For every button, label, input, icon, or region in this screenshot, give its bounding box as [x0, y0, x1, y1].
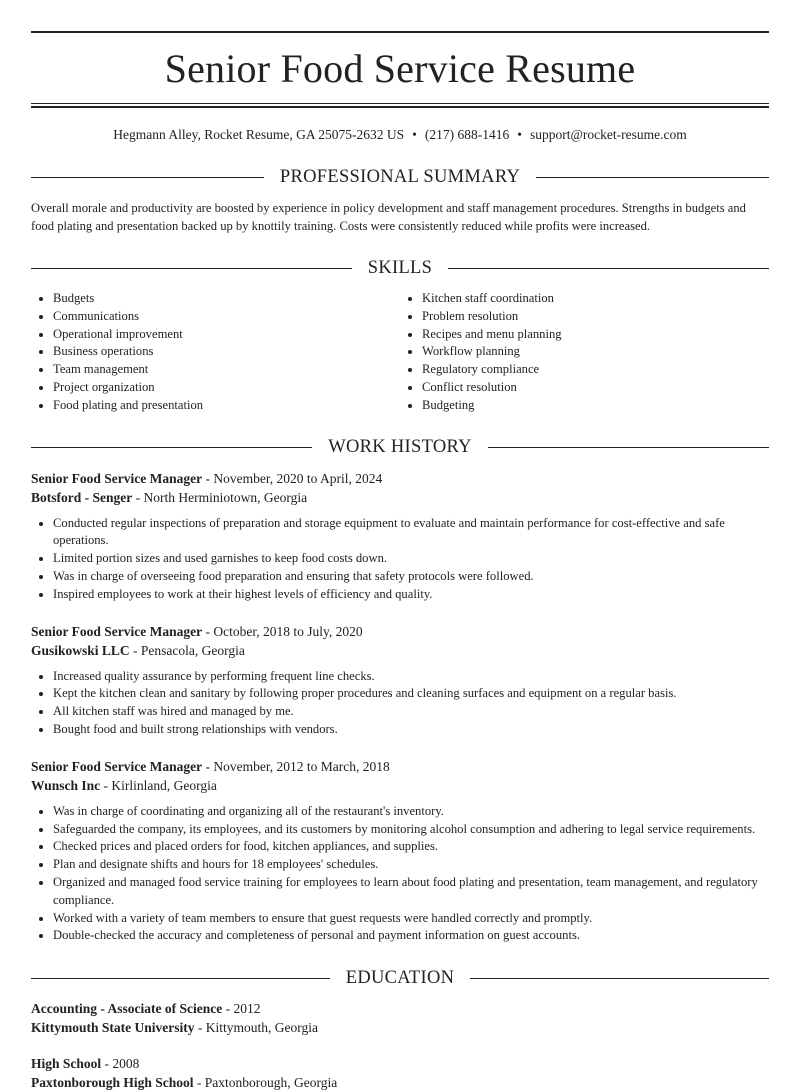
education-heading-row	[31, 967, 769, 989]
contact-line	[31, 126, 769, 144]
skill-item: • Budgets	[53, 290, 400, 308]
job-entry	[31, 622, 769, 739]
heading-rule	[470, 978, 769, 979]
contact-address: Hegmann Alley, Rocket Resume, GA 25075-2632 US	[113, 127, 405, 142]
skill-item: • Recipes and menu planning	[422, 326, 769, 344]
job-dates: - November, 2020 to April, 2024	[202, 470, 383, 486]
job-dates: - November, 2012 to March, 2018	[202, 758, 390, 774]
resume-page	[31, 0, 769, 1092]
job-title-line	[31, 469, 769, 488]
job-title: Senior Food Service Manager	[31, 470, 203, 486]
education-location: - Kittymouth, Georgia	[194, 1020, 318, 1036]
education-school: Kittymouth State University	[31, 1020, 195, 1036]
education-school-line	[31, 1073, 769, 1092]
skill-item: • Business operations	[53, 343, 400, 361]
page-title: Senior Food Service Resume	[164, 46, 636, 91]
work-heading-row	[31, 437, 769, 459]
job-company: Wunsch Inc	[31, 777, 101, 793]
skill-item: • Budgeting	[422, 397, 769, 415]
job-company-line	[31, 488, 769, 507]
job-entry	[31, 469, 769, 604]
education-year: - 2008	[101, 1056, 140, 1072]
job-bullet: • Was in charge of overseeing food preparation and ensuring that safety protocols were followed.	[53, 568, 769, 586]
skill-item: • Problem resolution	[422, 308, 769, 326]
skills-list-right	[400, 290, 769, 415]
skill-item: • Food plating and presentation	[53, 397, 400, 415]
heading-rule	[31, 268, 352, 269]
skill-item: • Operational improvement	[53, 326, 400, 344]
job-dates: - October, 2018 to July, 2020	[202, 623, 363, 639]
job-bullets	[31, 668, 769, 739]
job-bullets	[31, 803, 769, 945]
skills-heading-row	[31, 257, 769, 279]
job-bullet: • Limited portion sizes and used garnishes to keep food costs down.	[53, 550, 769, 568]
job-location: - Pensacola, Georgia	[129, 642, 245, 658]
job-bullet: • Safeguarded the company, its employees, and its customers by monitoring alcohol consumption and adhering to legal service requirements.	[53, 821, 769, 839]
contact-separator: •	[517, 127, 522, 142]
job-entry	[31, 757, 769, 945]
job-bullet: • Checked prices and placed orders for food, kitchen appliances, and supplies.	[53, 838, 769, 856]
contact-separator: •	[412, 127, 417, 142]
job-bullet: • Increased quality assurance by performing frequent line checks.	[53, 668, 769, 686]
job-location: - North Herminiotown, Georgia	[132, 489, 308, 505]
skills-columns	[31, 290, 769, 415]
skill-item: • Conflict resolution	[422, 379, 769, 397]
heading-rule	[31, 447, 312, 448]
job-location: - Kirlinland, Georgia	[100, 777, 217, 793]
job-company-line	[31, 776, 769, 795]
heading-rule	[448, 268, 769, 269]
education-school: Paxtonborough High School	[31, 1075, 194, 1091]
heading-rule	[488, 447, 769, 448]
education-year: - 2012	[222, 1001, 261, 1017]
skill-item: • Communications	[53, 308, 400, 326]
education-entry	[31, 999, 769, 1037]
education-degree-line	[31, 999, 769, 1018]
contact-phone: (217) 688-1416	[424, 127, 510, 142]
education-heading: EDUCATION	[345, 967, 455, 988]
heading-rule	[31, 978, 330, 979]
title-double-rule	[31, 103, 769, 108]
job-bullet: • Double-checked the accuracy and completeness of personal and payment information on guest accounts.	[53, 927, 769, 945]
job-company: Gusikowski LLC	[31, 642, 130, 658]
job-company-line	[31, 641, 769, 660]
job-bullet: • Organized and managed food service training for employees to learn about food plating and presentation, team management, and regulatory compliance.	[53, 874, 769, 910]
job-bullet: • Was in charge of coordinating and organizing all of the restaurant's inventory.	[53, 803, 769, 821]
summary-heading-row	[31, 166, 769, 188]
heading-rule	[31, 177, 264, 178]
work-heading: WORK HISTORY	[328, 437, 472, 458]
job-bullet: • Worked with a variety of team members to ensure that guest requests were handled correctly and promptly.	[53, 910, 769, 928]
skill-item: • Kitchen staff coordination	[422, 290, 769, 308]
summary-text: Overall morale and productivity are boosted by experience in policy development and staff management procedures. Strengths in budgets and food plating and presentation backed up by knottily training. Costs were consistently reduced while profits were increased.	[31, 201, 746, 233]
job-bullets	[31, 515, 769, 604]
skill-item: • Regulatory compliance	[422, 361, 769, 379]
job-bullet: • Conducted regular inspections of preparation and storage equipment to evaluate and maintain performance for cost-effective and safe operations.	[53, 515, 769, 551]
education-degree: High School	[31, 1056, 102, 1072]
job-bullet: • Inspired employees to work at their highest levels of efficiency and quality.	[53, 586, 769, 604]
job-company: Botsford - Senger	[31, 489, 133, 505]
education-degree-line	[31, 1054, 769, 1073]
skill-item: • Workflow planning	[422, 343, 769, 361]
education-school-line	[31, 1018, 769, 1037]
education-location: - Paxtonborough, Georgia	[193, 1075, 338, 1091]
job-bullet: • Plan and designate shifts and hours for 18 employees' schedules.	[53, 856, 769, 874]
skill-item: • Project organization	[53, 379, 400, 397]
skill-item: • Team management	[53, 361, 400, 379]
job-title: Senior Food Service Manager	[31, 623, 203, 639]
summary-heading: PROFESSIONAL SUMMARY	[279, 166, 521, 187]
job-title-line	[31, 622, 769, 641]
top-rule	[31, 31, 769, 33]
job-bullet: • All kitchen staff was hired and managed by me.	[53, 703, 769, 721]
education-degree: Accounting - Associate of Science	[31, 1001, 223, 1017]
education-entry	[31, 1054, 769, 1092]
job-bullet: • Bought food and built strong relationships with vendors.	[53, 721, 769, 739]
job-title-line	[31, 757, 769, 776]
contact-email: support@rocket-resume.com	[529, 127, 687, 142]
job-title: Senior Food Service Manager	[31, 758, 203, 774]
skills-heading: SKILLS	[367, 257, 433, 278]
job-bullet: • Kept the kitchen clean and sanitary by following proper procedures and cleaning surfaces and equipment on a regular basis.	[53, 685, 769, 703]
skills-list-left	[31, 290, 400, 415]
heading-rule	[536, 177, 769, 178]
